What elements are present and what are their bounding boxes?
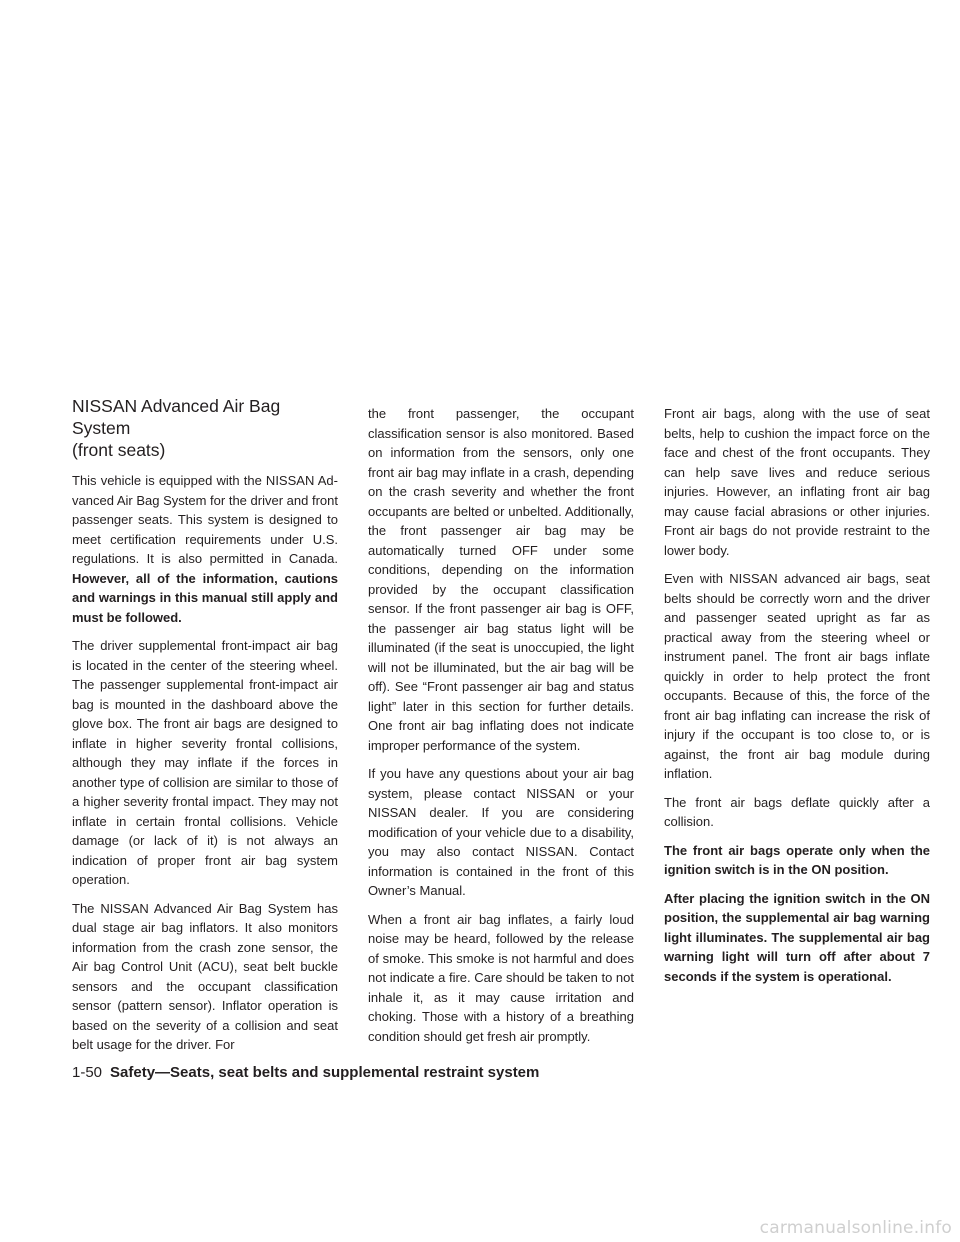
column-1 [72,395,338,1064]
paragraph-inflation-smoke: When a front air bag inflates, a fairly loud noise may be heard, followed by the release of smoke. This smoke is not harmful and does not indicate a fire. Care should be taken to not inhale it, as it may cause irritation and choking. Those with a history of a breathing condition should get fresh air promptly. [368,911,634,1044]
paragraph-intro [72,471,338,627]
page-number: 1-50 [72,1064,103,1081]
section-title-line-1: NISSAN Advanced Air Bag System [72,396,281,438]
paragraph-contact-nissan: If you have any questions about your air bag system, please contact NISSAN or your NISSAN dealer. If you are considering modification of your vehicle due to a disability, you may also contact NISSAN. Contact information is contained in the front of this Owner’s Manual. [368,766,634,898]
section-title-line-2: (front seats) [72,440,166,460]
paragraph-seat-belts-worn: Even with NISSAN advanced air bags, seat belts should be correctly worn and the driver and passenger seated upright as far as practical away from the steering wheel or instrument panel. The front air bags inflate quickly in order to help protect the front occupants. Because of this, the force of the front air bag inflating can increase the risk of injury if the occupant is too close to, or is against, the front air bag module during inflation. [664,571,930,781]
paragraph-ignition-on-warning: The front air bags operate only when the ignition switch is in the ON position. [664,842,930,877]
section-title [72,395,338,461]
intro-warning-text: However, all of the information, cautions and warnings in this manual still apply and must be followed. [72,570,338,625]
column-3 [664,404,930,995]
column-2 [368,404,634,1055]
paragraph-warning-light: After placing the ignition switch in the ON position, the supplemental air bag warning light illuminates. The supplemental air bag warning light will turn off after about 7 seconds if the system is operational. [664,890,930,984]
paragraph-occupant-classification: the front passenger, the occupant classification sensor is also monitored. Based on information from the sensors, only one front air bag may inflate in a crash, depending on the crash severity and whether the front occupants are belted or unbelted. Additionally, the front passenger air bag may be automatically turned OFF under some conditions, depending on the information provided by the occupant classification sensor. If the front passenger air bag is OFF, the passenger air bag status light will be illuminated (if the seat is unoccupied, the light will not be illuminated, but the air bag will be off). See “Front passenger air bag and status light” later in this section for further details. One front air bag inflating does not indicate improper performance of the system. [368,406,634,753]
paragraph-cushion-impact: Front air bags, along with the use of seat belts, help to cushion the impact force on the face and chest of the front occupants. They can help save lives and reduce serious injuries. However, an inflating front air bag may cause facial abrasions or other injuries. Front air bags do not provide restraint to the lower body. [664,406,930,558]
paragraph-dual-stage-inflators: The NISSAN Advanced Air Bag System has dual stage air bag inflators. It also monitors information from the crash zone sensor, the Air bag Control Unit (ACU), seat belt buckle sensors and the occupant classification sensor (pattern sensor). Inflator operation is based on the severity of a collision and seat belt usage for the driver. For [72,900,338,1052]
page-footer [72,1063,539,1083]
watermark: carmanualsonline.info [759,1218,952,1238]
paragraph-front-airbag-location: The driver supplemental front-impact air bag is located in the center of the steering wheel. The passenger supplemental front-impact air bag is mounted in the dashboard above the glove box. The front air bags are designed to inflate in higher severity frontal collisions, although they may inflate if the forces in another type of collision are similar to those of a higher severity frontal impact. They may not inflate in certain frontal collisions. Vehicle damage (or lack of it) is not always an indication of proper front air bag system operation. [72,638,338,887]
intro-text: This vehicle is equipped with the NISSAN Advanced Air Bag System for the driver and front passenger seats. This system is designed to meet certification requirements under U.S. regulations. It is also permitted in Canada. [72,473,338,566]
chapter-title: Safety—Seats, seat belts and supplemental restraint system [110,1064,540,1081]
paragraph-deflate: The front air bags deflate quickly after a collision. [664,794,930,829]
